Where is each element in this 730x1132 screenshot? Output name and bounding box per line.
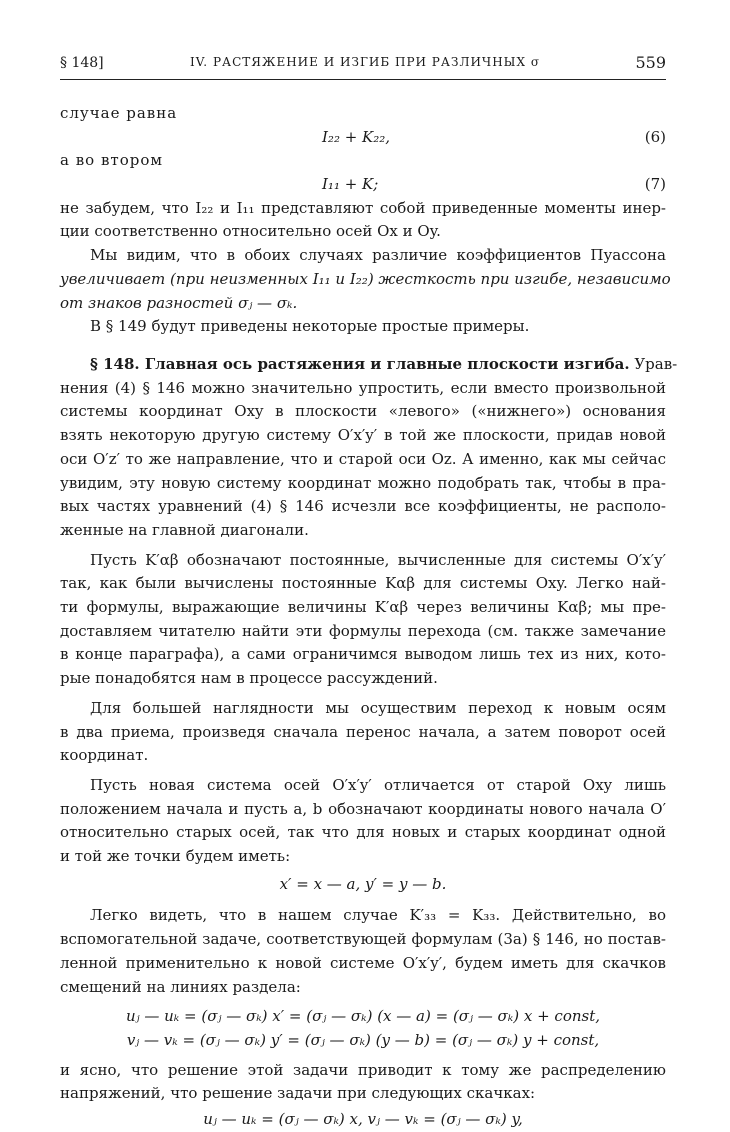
text-line: ции соответственно относительно осей Ox и Oy. bbox=[60, 222, 441, 241]
formula-coordinates: x′ = x — a, y′ = y — b. bbox=[279, 874, 447, 893]
formula-expression: I₁₁ + K; bbox=[322, 175, 379, 194]
section-heading: § 148. Главная ось растяжения и главные плоскости изгиба. bbox=[90, 355, 630, 373]
text-line: Для большей наглядности мы осуществим переход к новым осям bbox=[90, 698, 666, 717]
text-line: в два приема, произведя сначала перенос начала, а затем поворот осей bbox=[60, 722, 666, 741]
text-line: от знаков разностей σⱼ — σₖ. bbox=[60, 293, 298, 312]
formula-jumps: uⱼ — uₖ = (σⱼ — σₖ) x, vⱼ — vₖ = (σⱼ — σₖ) y, bbox=[203, 1110, 523, 1129]
text-line: вспомогательной задаче, соответствующей формулам (3а) § 146, но постав- bbox=[60, 930, 666, 949]
text-line: Пусть K′αβ обозначают постоянные, вычисленные для системы O′x′y′ bbox=[90, 550, 666, 569]
text-line: системы координат Oxy в плоскости «левого» («нижнего») основания bbox=[60, 402, 666, 421]
formula-expression: I₂₂ + K₂₂, bbox=[322, 127, 391, 146]
formula-jump-u: uⱼ — uₖ = (σⱼ — σₖ) x′ = (σⱼ — σₖ) (x — a) = (σⱼ — σₖ) x + const, bbox=[125, 1007, 601, 1026]
text-line: и той же точки будем иметь: bbox=[60, 847, 291, 866]
text-line: нения (4) § 146 можно значительно упростить, если вместо произвольной bbox=[60, 378, 666, 397]
text-line: не забудем, что I₂₂ и I₁₁ представляют собой приведенные моменты инер- bbox=[60, 198, 666, 217]
paragraph-gap bbox=[60, 339, 666, 353]
text-line: ти формулы, выражающие величины K′αβ через величины Kαβ; мы пре- bbox=[60, 598, 666, 617]
header-title: IV. РАСТЯЖЕНИЕ И ИЗГИБ ПРИ РАЗЛИЧНЫХ σ bbox=[190, 55, 541, 69]
text-line: рые понадобятся нам в процессе рассуждений. bbox=[60, 669, 438, 688]
text-span: Урав- bbox=[629, 355, 678, 373]
text-line: а во втором bbox=[60, 151, 164, 170]
text-line: увеличивает (при неизменных I₁₁ и I₂₂) жесткость при изгибе, независимо bbox=[60, 269, 671, 288]
text-line: вых частях уравнений (4) § 146 исчезли все коэффициенты, не располо- bbox=[60, 497, 666, 516]
text-line: доставляем читателю найти эти формулы перехода (см. также замечание bbox=[60, 621, 666, 640]
text-line: Легко видеть, что в нашем случае K′₃₃ = K₃₃. Действительно, во bbox=[90, 906, 666, 925]
formula-jump-v: vⱼ — vₖ = (σⱼ — σₖ) y′ = (σⱼ — σₖ) (y — b) = (σⱼ — σₖ) y + const, bbox=[126, 1030, 600, 1049]
formula-number: (7) bbox=[644, 175, 666, 194]
page-number: 559 bbox=[635, 53, 666, 72]
formula-7 bbox=[60, 173, 666, 197]
text-line: в конце параграфа), а сами ограничимся выводом лишь тех из них, кото- bbox=[60, 645, 666, 664]
text-line: женные на главной диагонали. bbox=[60, 520, 309, 539]
text-line: относительно старых осей, так что для новых и старых координат одной bbox=[60, 823, 666, 842]
text-line: координат. bbox=[60, 746, 149, 765]
formula-6 bbox=[60, 126, 666, 150]
text-line: положением начала и пусть a, b обозначают координаты нового начала O′ bbox=[60, 799, 666, 818]
text-line: так, как были вычислены постоянные Kαβ для системы Oxy. Легко най- bbox=[60, 574, 666, 593]
text-line: оси O′z′ то же направление, что и старой оси Oz. А именно, как мы сейчас bbox=[60, 449, 666, 468]
formula-number: (6) bbox=[644, 127, 666, 146]
book-page bbox=[60, 53, 678, 1132]
text-line: В § 149 будут приведены некоторые простые примеры. bbox=[90, 317, 530, 336]
text-line: взять некоторую другую систему O′x′y′ в той же плоскости, придав новой bbox=[60, 426, 666, 445]
header-section: § 148] bbox=[60, 55, 104, 71]
text-line: напряжений, что решение задачи при следующих скачках: bbox=[60, 1084, 536, 1103]
text-line: Пусть новая система осей O′x′y′ отличается от старой Oxy лишь bbox=[90, 775, 666, 794]
section-heading-line bbox=[60, 353, 678, 377]
text-line: увидим, эту новую систему координат можно подобрать так, чтобы в пра- bbox=[60, 473, 666, 492]
running-header bbox=[60, 55, 666, 79]
text-line: Мы видим, что в обоих случаях различие коэффициентов Пуассона bbox=[90, 246, 666, 265]
text-line: ленной применительно к новой системе O′x′y′, будем иметь для скачков bbox=[60, 953, 666, 972]
text-line: и ясно, что решение этой задачи приводит к тому же распределению bbox=[60, 1060, 666, 1079]
text-line: случае равна bbox=[60, 104, 178, 122]
text-line: смещений на линиях раздела: bbox=[60, 977, 301, 996]
